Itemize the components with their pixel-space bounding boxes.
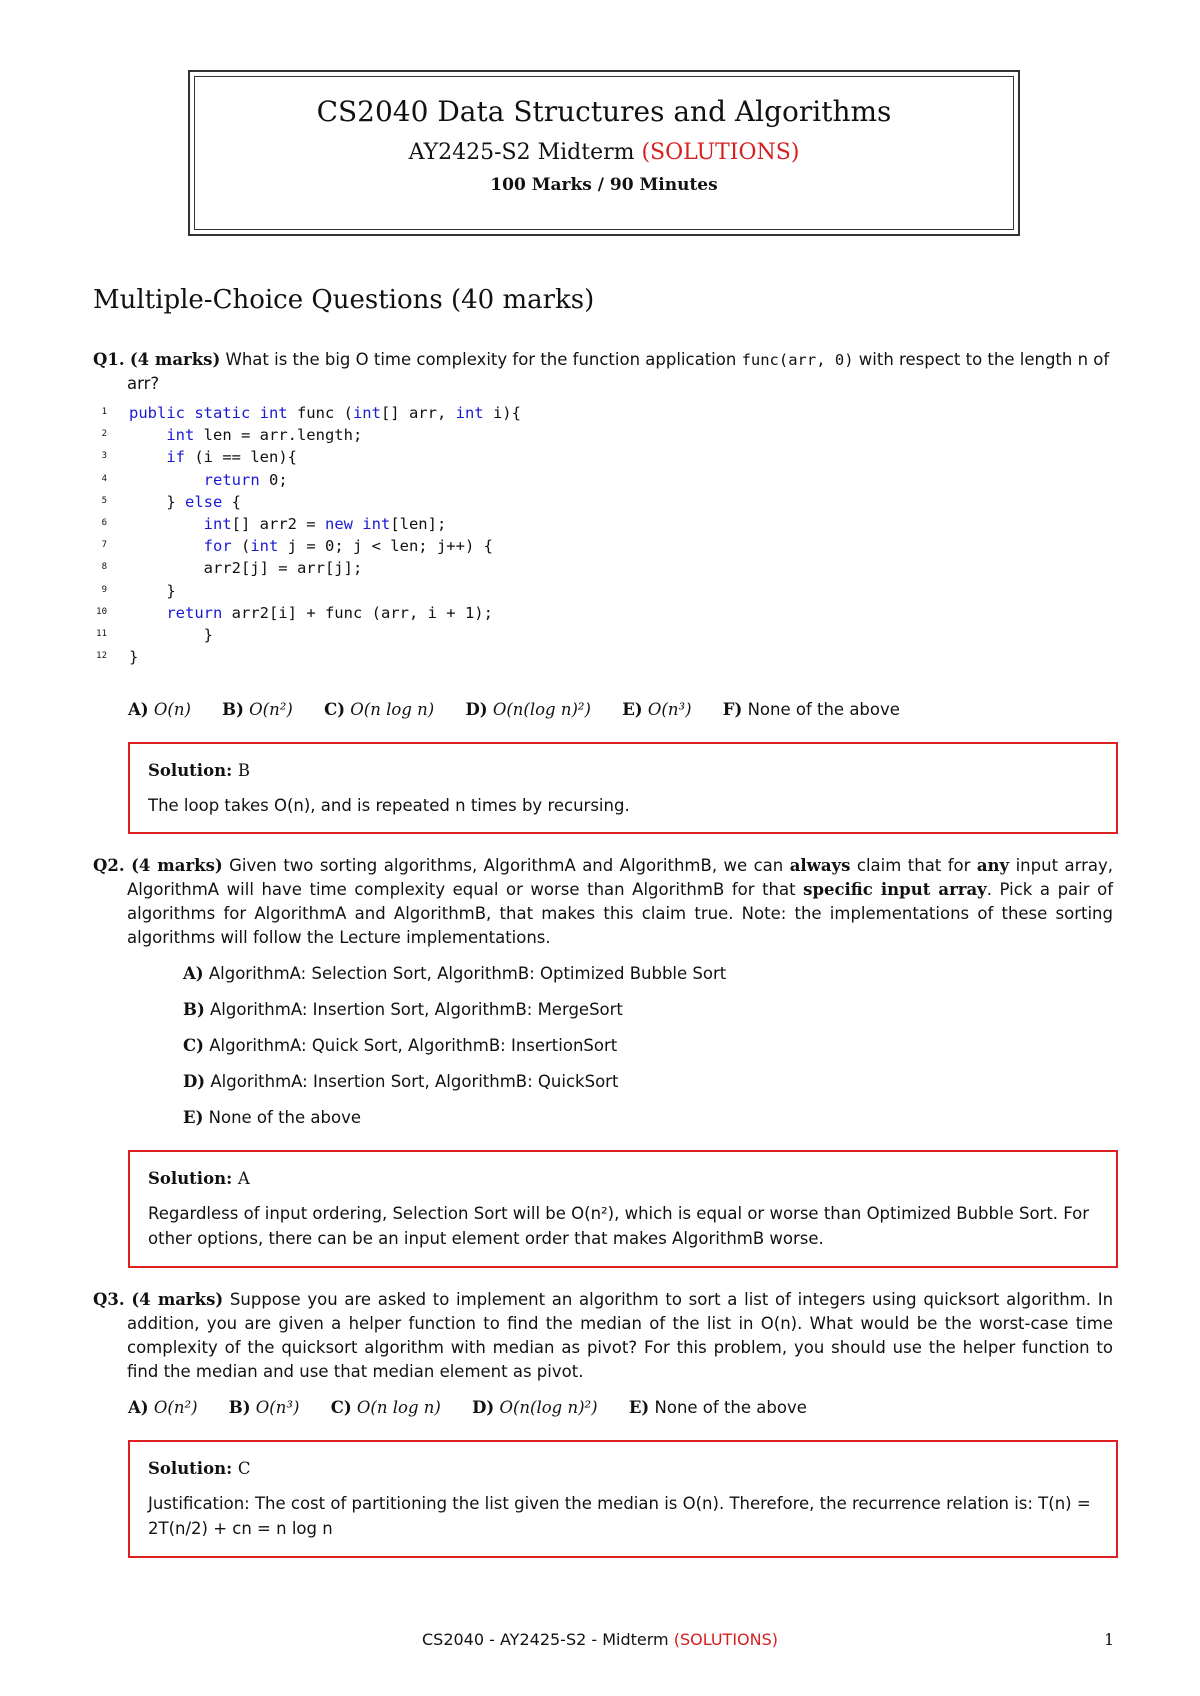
option-c[interactable]: C) O(n log n) [330, 1398, 441, 1417]
option-f[interactable]: F) None of the above [722, 700, 900, 719]
solution-heading: Solution: B [148, 761, 251, 780]
option-a[interactable]: A) O(n) [128, 700, 191, 719]
code-text: for (int j = 0; j < len; j++) { [203, 537, 493, 556]
option-d[interactable]: D) AlgorithmA: Insertion Sort, AlgorithmB: QuickSort [183, 1072, 619, 1091]
option-c[interactable]: C) AlgorithmA: Quick Sort, AlgorithmB: InsertionSort [183, 1036, 618, 1055]
solutions-tag: (SOLUTIONS) [641, 140, 800, 165]
course-title: CS2040 Data Structures and Algorithms [316, 95, 892, 128]
page-number: 1 [1104, 1630, 1115, 1649]
q2-options [183, 964, 726, 1144]
code-text: int[] arr2 = new int[len]; [203, 514, 447, 533]
option-b[interactable]: B) O(n³) [228, 1398, 300, 1417]
code-text: return 0; [203, 470, 288, 489]
footer-text: CS2040 - AY2425-S2 - Midterm [421, 1630, 669, 1649]
question-3 [93, 1288, 1113, 1384]
option-e[interactable]: E) None of the above [628, 1398, 807, 1417]
question-3-text: Q3. (4 marks) Suppose you are asked to implement an algorithm to sort a list of integers using quicksort algorithm. In addition, you are given a helper function to find the median of the list in O(n). What would be the worst-case time complexity of the quicksort algorithm with median as pivot? For this problem, you should use the helper function to find the median and use that median element as pivot. [93, 1290, 1114, 1381]
option-a[interactable]: A) O(n²) [128, 1398, 198, 1417]
code-text: } [129, 648, 139, 667]
marks-duration: 100 Marks / 90 Minutes [490, 175, 718, 195]
exam-name: AY2425-S2 Midterm [408, 140, 635, 165]
title-box-inner [194, 76, 1014, 230]
question-2-text: Q2. (4 marks) Given two sorting algorithms, AlgorithmA and AlgorithmB, we can always claim that for any input array, AlgorithmA will have time complexity equal or worse than AlgorithmB for that specific input array. Pick a pair of algorithms for AlgorithmA and AlgorithmB, that makes this claim true. Note: the implementations of these sorting algorithms will follow the Lecture implementations. [93, 856, 1113, 947]
question-1-text [93, 348, 1113, 396]
question-marks: (4 marks) [129, 350, 221, 369]
solution-box-q3 [128, 1440, 1118, 1558]
title-box [188, 70, 1020, 236]
section-title: Multiple-Choice Questions (40 marks) [93, 285, 595, 315]
solution-heading: Solution: C [148, 1459, 251, 1478]
inline-code: func(arr, 0) [741, 351, 854, 369]
option-e[interactable]: E) O(n³) [622, 700, 692, 719]
option-e[interactable]: E) None of the above [183, 1108, 361, 1127]
question-text: with respect to the length n of arr? [127, 350, 1110, 393]
solution-box-q2 [128, 1150, 1118, 1268]
option-a[interactable]: A) AlgorithmA: Selection Sort, AlgorithmB: Optimized Bubble Sort [183, 964, 727, 983]
q1-options [128, 700, 926, 719]
option-d[interactable]: D) O(n(log n)²) [472, 1398, 598, 1417]
question-text: What is the big O time complexity for the function application [225, 350, 737, 369]
code-text: } else { [129, 492, 241, 511]
page-footer [0, 1630, 1200, 1649]
code-text: return arr2[i] + func (arr, i + 1); [166, 603, 493, 622]
option-b[interactable]: B) AlgorithmA: Insertion Sort, AlgorithmB: MergeSort [183, 1000, 623, 1019]
option-b[interactable]: B) O(n²) [222, 700, 293, 719]
solution-text: The loop takes O(n), and is repeated n times by recursing. [148, 796, 630, 815]
footer-tag: (SOLUTIONS) [673, 1630, 779, 1649]
option-d[interactable]: D) O(n(log n)²) [465, 700, 591, 719]
code-text: if (i == len){ [166, 448, 297, 467]
code-text: } [129, 625, 213, 644]
option-c[interactable]: C) O(n log n) [324, 700, 435, 719]
code-text: public static int func (int[] arr, int i){ [129, 404, 521, 422]
q3-options [128, 1398, 833, 1417]
code-text: } [129, 581, 176, 600]
exam-title [195, 140, 1013, 165]
question-number: Q1. [93, 350, 125, 369]
question-2 [93, 854, 1113, 950]
solution-heading: Solution: A [148, 1169, 250, 1188]
solution-text: Justification: The cost of partitioning the list given the median is O(n). Therefore, the recurrence relation is: T(n) = 2T(n/2) + cn = n log n [148, 1494, 1091, 1538]
code-text: int len = arr.length; [166, 426, 363, 445]
code-text: arr2[j] = arr[j]; [129, 559, 363, 578]
question-1 [93, 348, 1113, 396]
solution-box-q1 [128, 742, 1118, 834]
solution-text: Regardless of input ordering, Selection Sort will be O(n²), which is equal or worse than Optimized Bubble Sort. For other options, there can be an input element order that makes AlgorithmB worse. [148, 1204, 1090, 1248]
